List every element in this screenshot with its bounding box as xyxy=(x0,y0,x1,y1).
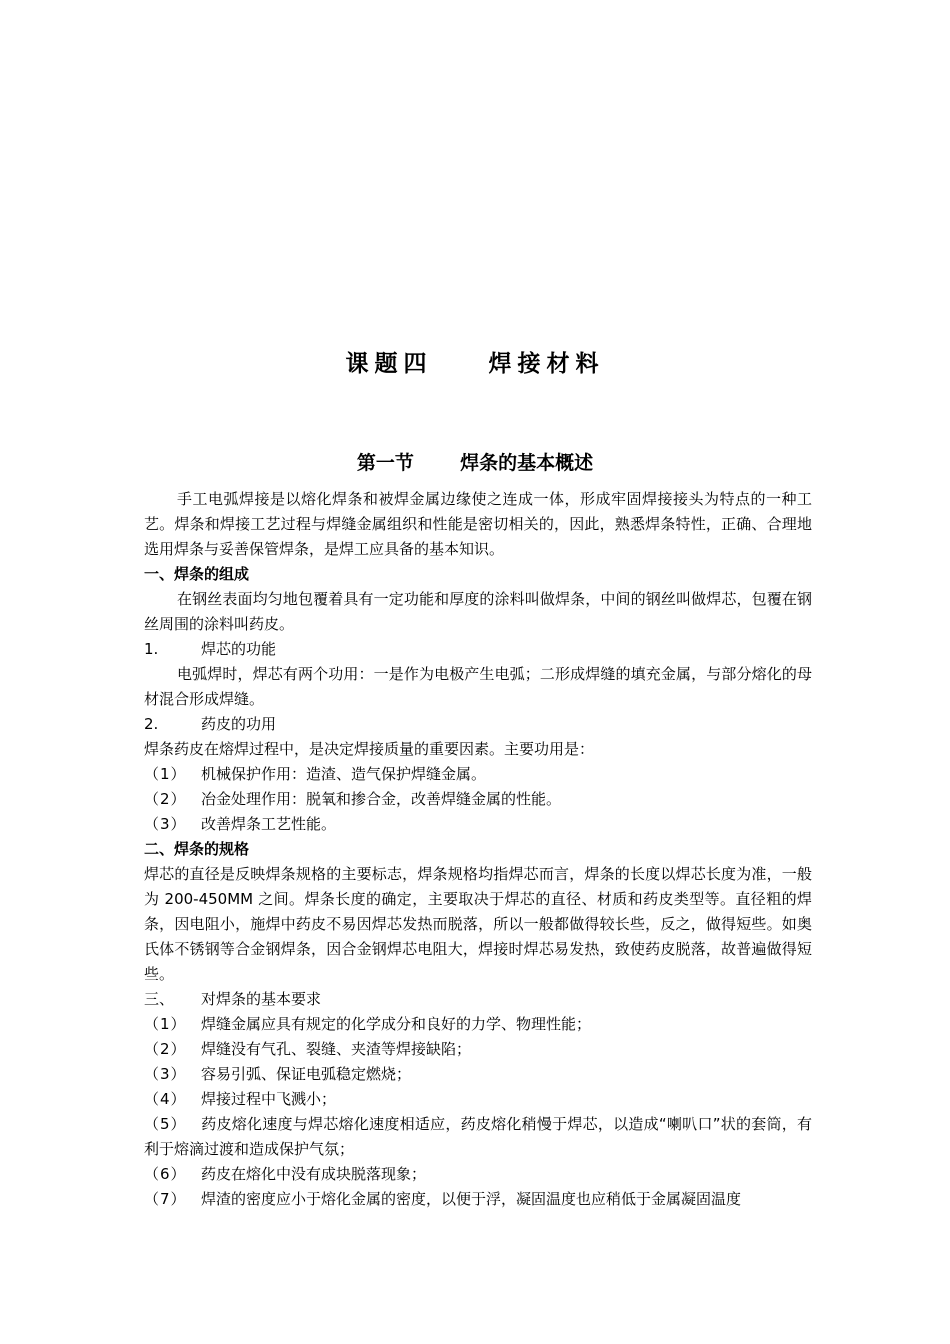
list-item-text: 改善焊条工艺性能。 xyxy=(201,815,337,833)
list-item-label: （5） xyxy=(144,1115,187,1133)
part3-heading xyxy=(144,987,812,1012)
list-item-label: （2） xyxy=(144,790,187,808)
part1-sub1-paragraph: 电弧焊时，焊芯有两个功用：一是作为电极产生电弧；二形成焊缝的填充金属，与部分熔化的母材混合形成焊缝。 xyxy=(144,665,812,708)
part2-paragraph: 焊芯的直径是反映焊条规格的主要标志，焊条规格均指焊芯而言，焊条的长度以焊芯长度为准，一般为 200-450MM 之间。焊条长度的确定，主要取决于焊芯的直径、材质和药皮类型等。直径粗的焊条，因电阻小，施焊中药皮不易因焊芯发热而脱落，所以一般都做得较长些，反之，做得短些。如奥氏体不锈钢等合金钢焊条，因合金钢焊芯电阻大，焊接时焊芯易发热，致使药皮脱落，故普遍做得短些。 xyxy=(144,865,812,983)
intro-paragraph: 手工电弧焊接是以熔化焊条和被焊金属边缘使之连成一体，形成牢固焊接接头为特点的一种工艺。焊条和焊接工艺过程与焊缝金属组织和性能是密切相关的，因此，熟悉焊条特性，正确、合理地选用焊条与妥善保管焊条，是焊工应具备的基本知识。 xyxy=(144,490,812,558)
list-item-label: （3） xyxy=(144,815,187,833)
list-item-label: （1） xyxy=(144,765,187,783)
part1-sub2-paragraph: 焊条药皮在熔焊过程中，是决定焊接质量的重要因素。主要功用是： xyxy=(144,740,595,758)
list-item-text: 容易引弧、保证电弧稳定燃烧； xyxy=(201,1065,412,1083)
list-item-text: 机械保护作用：造渣、造气保护焊缝金属。 xyxy=(201,765,487,783)
list-item-text: 药皮熔化速度与焊芯熔化速度相适应，药皮熔化稍慢于焊芯，以造成“喇叭口”状的套筒，有利于熔滴过渡和造成保护气氛； xyxy=(144,1115,812,1158)
part3-title: 对焊条的基本要求 xyxy=(201,990,322,1008)
part1-paragraph: 在钢丝表面均匀地包覆着具有一定功能和厚度的涂料叫做焊条，中间的钢丝叫做焊芯，包覆在钢丝周围的涂料叫药皮。 xyxy=(144,590,812,633)
list-item xyxy=(144,1012,812,1037)
part1-sub1-heading xyxy=(144,637,812,662)
list-item xyxy=(144,1112,812,1162)
part2-heading: 二、焊条的规格 xyxy=(144,840,250,858)
list-item xyxy=(144,762,812,787)
list-item xyxy=(144,1037,812,1062)
list-item xyxy=(144,1162,812,1187)
list-item-text: 冶金处理作用：脱氧和掺合金，改善焊缝金属的性能。 xyxy=(201,790,562,808)
list-item xyxy=(144,787,812,812)
list-item-text: 药皮在熔化中没有成块脱落现象； xyxy=(201,1165,427,1183)
list-item-label: （1） xyxy=(144,1015,187,1033)
part3-number: 三、 xyxy=(144,990,175,1008)
sub2-title: 药皮的功用 xyxy=(201,715,277,733)
sub2-number: 2. xyxy=(144,715,159,733)
list-item-text: 焊缝没有气孔、裂缝、夹渣等焊接缺陷； xyxy=(201,1040,472,1058)
list-item xyxy=(144,1187,812,1212)
sub1-title: 焊芯的功能 xyxy=(201,640,277,658)
section-title: 第一节 焊条的基本概述 xyxy=(356,452,594,474)
list-item-label: （3） xyxy=(144,1065,187,1083)
list-item-label: （7） xyxy=(144,1190,187,1208)
part1-sub2-heading xyxy=(144,712,812,737)
list-item-label: （4） xyxy=(144,1090,187,1108)
list-item-label: （6） xyxy=(144,1165,187,1183)
list-item xyxy=(144,812,812,837)
list-item-text: 焊渣的密度应小于熔化金属的密度，以便于浮，凝固温度也应稍低于金属凝固温度 xyxy=(201,1190,742,1208)
sub1-number: 1. xyxy=(144,640,159,658)
document-body xyxy=(144,487,812,1212)
list-item-text: 焊缝金属应具有规定的化学成分和良好的力学、物理性能； xyxy=(201,1015,592,1033)
part1-heading: 一、焊条的组成 xyxy=(144,565,250,583)
list-item-label: （2） xyxy=(144,1040,187,1058)
list-item xyxy=(144,1087,812,1112)
list-item xyxy=(144,1062,812,1087)
list-item-text: 焊接过程中飞溅小； xyxy=(201,1090,337,1108)
chapter-title: 课题四 焊接材料 xyxy=(345,351,605,377)
